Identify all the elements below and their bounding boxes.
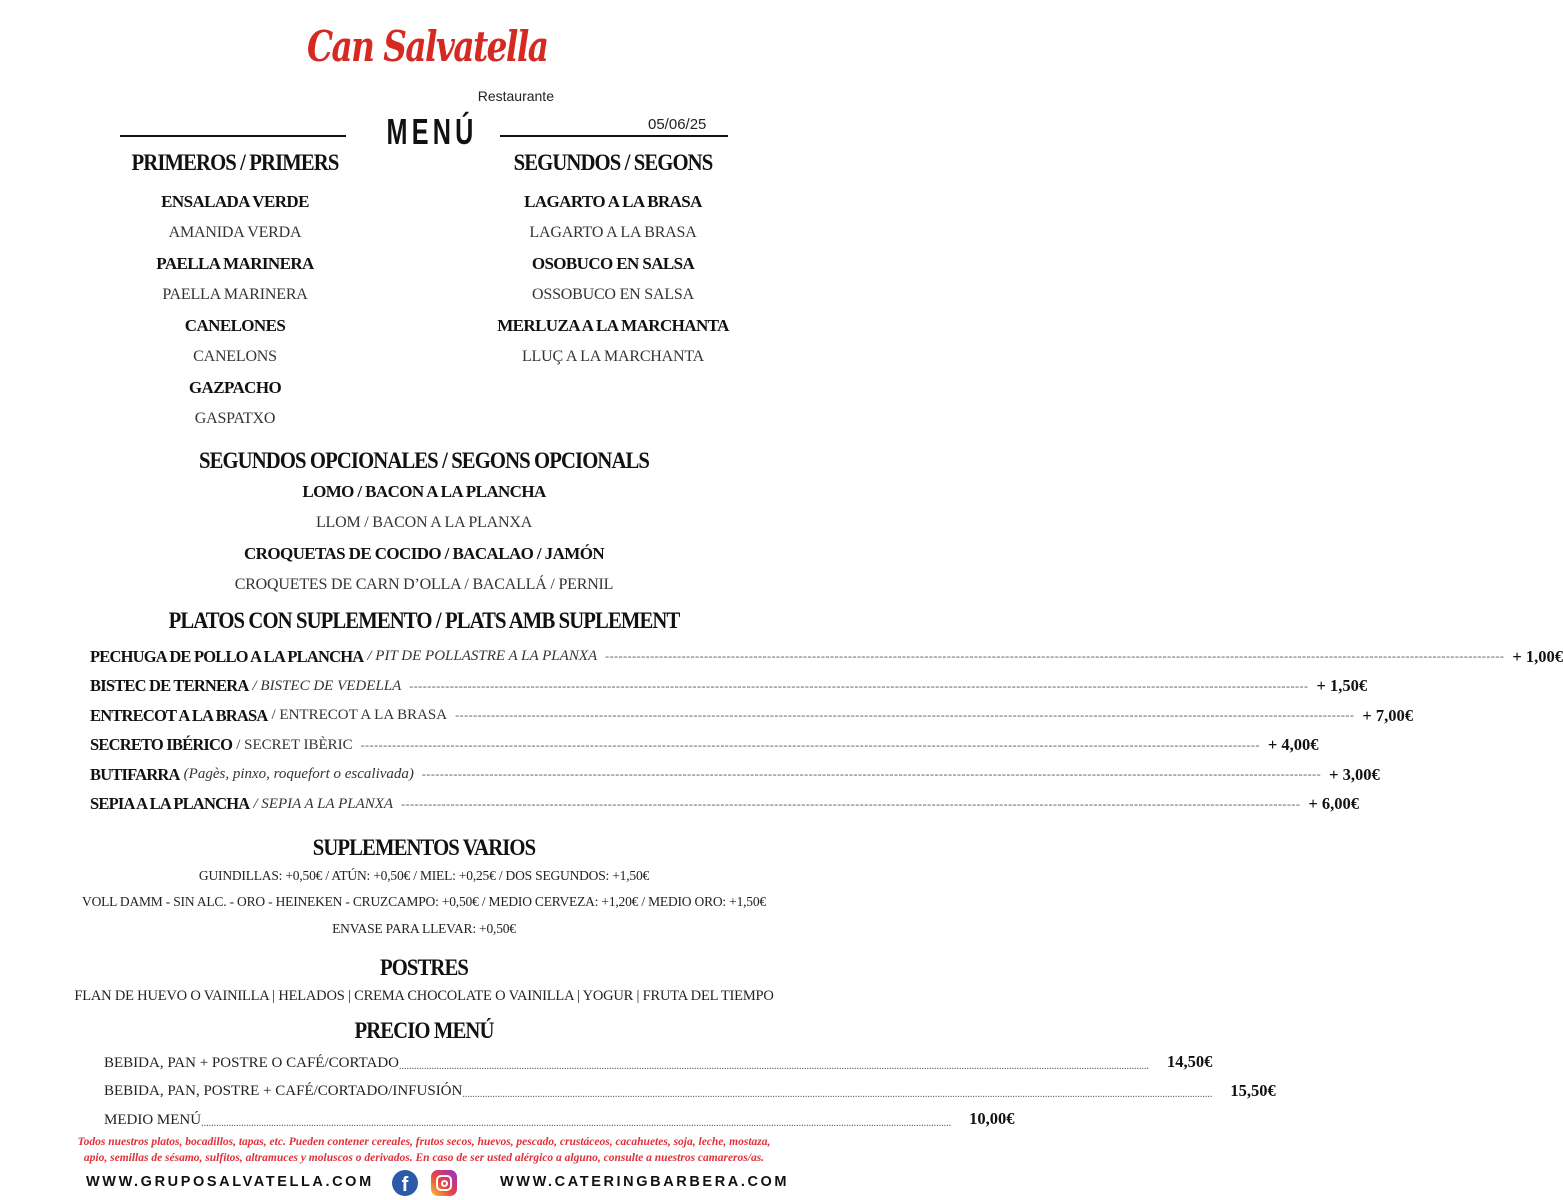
dish-name: BISTEC DE TERNERA [90, 676, 249, 696]
dot-leader: ............................................................................................................................................................................................................................................................................................................ [201, 1117, 952, 1129]
dash-leader: -------------------------------------------------------------------------------------------------------------------------------------------------------------------------------------------------------- [421, 767, 1322, 782]
divider [500, 135, 728, 137]
dish-translation: / BISTEC DE VEDELLA [252, 677, 402, 694]
section-title-opcionales: SEGUNDOS OPCIONALES / SEGONS OPCIONALS [198, 448, 650, 473]
supplement-row [90, 793, 1359, 817]
instagram-icon[interactable] [431, 1170, 457, 1196]
logo-name: Can Salvatella [307, 22, 548, 71]
supplement-row [90, 704, 1413, 728]
dash-leader: -------------------------------------------------------------------------------------------------------------------------------------------------------------------------------------------------------- [455, 708, 1355, 723]
dish-name: SEPIA A LA PLANCHA [90, 794, 250, 814]
dish-es: GAZPACHO [188, 378, 282, 397]
price-row [104, 1107, 1015, 1129]
dish-name: PECHUGA DE POLLO A LA PLANCHA [90, 646, 364, 666]
dish-es: CANELONES [184, 316, 286, 335]
dish-es: LOMO / BACON A LA PLANCHA [302, 482, 546, 501]
supplement-row [90, 645, 1563, 669]
price-name: BEBIDA, PAN + POSTRE O CAFÉ/CORTADO [104, 1054, 400, 1071]
dash-leader: -------------------------------------------------------------------------------------------------------------------------------------------------------------------------------------------------------- [360, 737, 1260, 752]
allergen-notice: Todos nuestros platos, bocadillos, tapas, etc. Pueden contener cereales, frutos secos, huevos, pescado, crustáceos, cacahuetes, soja, leche, mostaza, [77, 1136, 771, 1148]
price-row [104, 1079, 1276, 1101]
divider [120, 135, 346, 137]
allergen-notice: apio, semillas de sésamo, sulfitos, altramuces y moluscos o derivados. En caso de ser usted alérgico a alguno, consulte a nuestros camareros/as. [83, 1152, 765, 1164]
dish-es: MERLUZA A LA MARCHANTA [497, 316, 729, 335]
price-value: 10,00€ [969, 1109, 1015, 1129]
section-title-postres: POSTRES [379, 955, 469, 980]
dish-name: ENTRECOT A LA BRASA [90, 705, 268, 725]
supplement-row [90, 675, 1368, 699]
dash-leader: -------------------------------------------------------------------------------------------------------------------------------------------------------------------------------------------------------- [605, 649, 1505, 664]
dash-leader: -------------------------------------------------------------------------------------------------------------------------------------------------------------------------------------------------------- [401, 796, 1301, 811]
dish-price: + 7,00€ [1362, 705, 1413, 725]
menu-date: 05/06/25 [648, 116, 707, 133]
logo-subtitle: Restaurante [477, 88, 554, 104]
dish-es: PAELLA MARINERA [156, 254, 314, 273]
price-value: 15,50€ [1230, 1080, 1276, 1100]
dish-translation: (Pagès, pinxo, roquefort o escalivada) [183, 766, 414, 783]
dish-es: CROQUETAS DE COCIDO / BACALAO / JAMÓN [243, 544, 604, 563]
section-title-primeros: PRIMEROS / PRIMERS [131, 150, 339, 175]
dish-translation: / ENTRECOT A LA BRASA [271, 707, 448, 724]
price-name: MEDIO MENÚ [104, 1111, 202, 1128]
dish-ca: LLUÇ A LA MARCHANTA [521, 348, 705, 365]
section-title-segundos: SEGUNDOS / SEGONS [513, 150, 713, 175]
dish-es: LAGARTO A LA BRASA [524, 192, 702, 211]
dish-ca: PAELLA MARINERA [162, 286, 308, 303]
supplement-line: GUINDILLAS: +0,50€ / ATÚN: +0,50€ / MIEL: +0,25€ / DOS SEGUNDOS: +1,50€ [198, 868, 650, 883]
dish-es: OSOBUCO EN SALSA [531, 254, 695, 273]
logo [274, 10, 574, 108]
supplement-line: ENVASE PARA LLEVAR: +0,50€ [332, 921, 516, 936]
dish-name: BUTIFARRA [90, 764, 180, 784]
postres-line: FLAN DE HUEVO O VAINILLA | HELADOS | CREMA CHOCOLATE O VAINILLA | YOGUR | FRUTA DEL TIEMPO [74, 988, 774, 1004]
dish-price: + 1,50€ [1316, 676, 1368, 696]
price-name: BEBIDA, PAN, POSTRE + CAFÉ/CORTADO/INFUSIÓN [104, 1083, 463, 1100]
dish-translation: / SECRET IBÈRIC [236, 736, 353, 753]
section-title-precio: PRECIO MENÚ [354, 1018, 494, 1043]
dot-leader: ............................................................................................................................................................................................................................................................................................................ [462, 1089, 1213, 1100]
page-title: MENÚ [386, 111, 478, 152]
facebook-icon[interactable]: f [392, 1170, 418, 1196]
link-gruposalvatella[interactable]: WWW.GRUPOSALVATELLA.COM [86, 1174, 374, 1190]
price-row [104, 1050, 1213, 1072]
dish-price: + 1,00€ [1512, 646, 1563, 666]
supplement-line: VOLL DAMM - SIN ALC. - ORO - HEINEKEN - CRUZCAMPO: +0,50€ / MEDIO CERVEZA: +1,20€ / MEDIO ORO: +1,50€ [82, 894, 766, 909]
dish-ca: CROQUETES DE CARN D’OLLA / BACALLÁ / PERNIL [234, 576, 614, 593]
dish-name: SECRETO IBÉRICO [90, 735, 233, 755]
dot-leader: ............................................................................................................................................................................................................................................................................................................ [399, 1060, 1150, 1072]
dish-ca: CANELONS [193, 348, 277, 365]
dish-ca: LLOM / BACON A LA PLANXA [315, 514, 533, 531]
dish-translation: / PIT DE POLLASTRE A LA PLANXA [367, 648, 598, 665]
link-cateringbarbera[interactable]: WWW.CATERINGBARBERA.COM [500, 1174, 790, 1190]
dish-ca: GASPATXO [194, 410, 276, 427]
dish-es: ENSALADA VERDE [161, 192, 309, 211]
dish-ca: OSSOBUCO EN SALSA [532, 286, 694, 303]
section-title-suplemento: PLATOS CON SUPLEMENTO / PLATS AMB SUPLEMENT [168, 608, 680, 633]
dish-price: + 4,00€ [1267, 735, 1319, 755]
dish-ca: LAGARTO A LA BRASA [529, 224, 697, 241]
price-value: 14,50€ [1167, 1052, 1213, 1072]
section-title-varios: SUPLEMENTOS VARIOS [312, 835, 536, 860]
dash-leader: -------------------------------------------------------------------------------------------------------------------------------------------------------------------------------------------------------- [409, 678, 1309, 693]
dish-price: + 6,00€ [1308, 794, 1359, 814]
dish-price: + 3,00€ [1329, 764, 1380, 784]
dish-translation: / SEPIA A LA PLANXA [253, 795, 394, 812]
dish-ca: AMANIDA VERDA [168, 224, 302, 241]
supplement-row [90, 763, 1380, 787]
supplement-row [90, 734, 1319, 758]
